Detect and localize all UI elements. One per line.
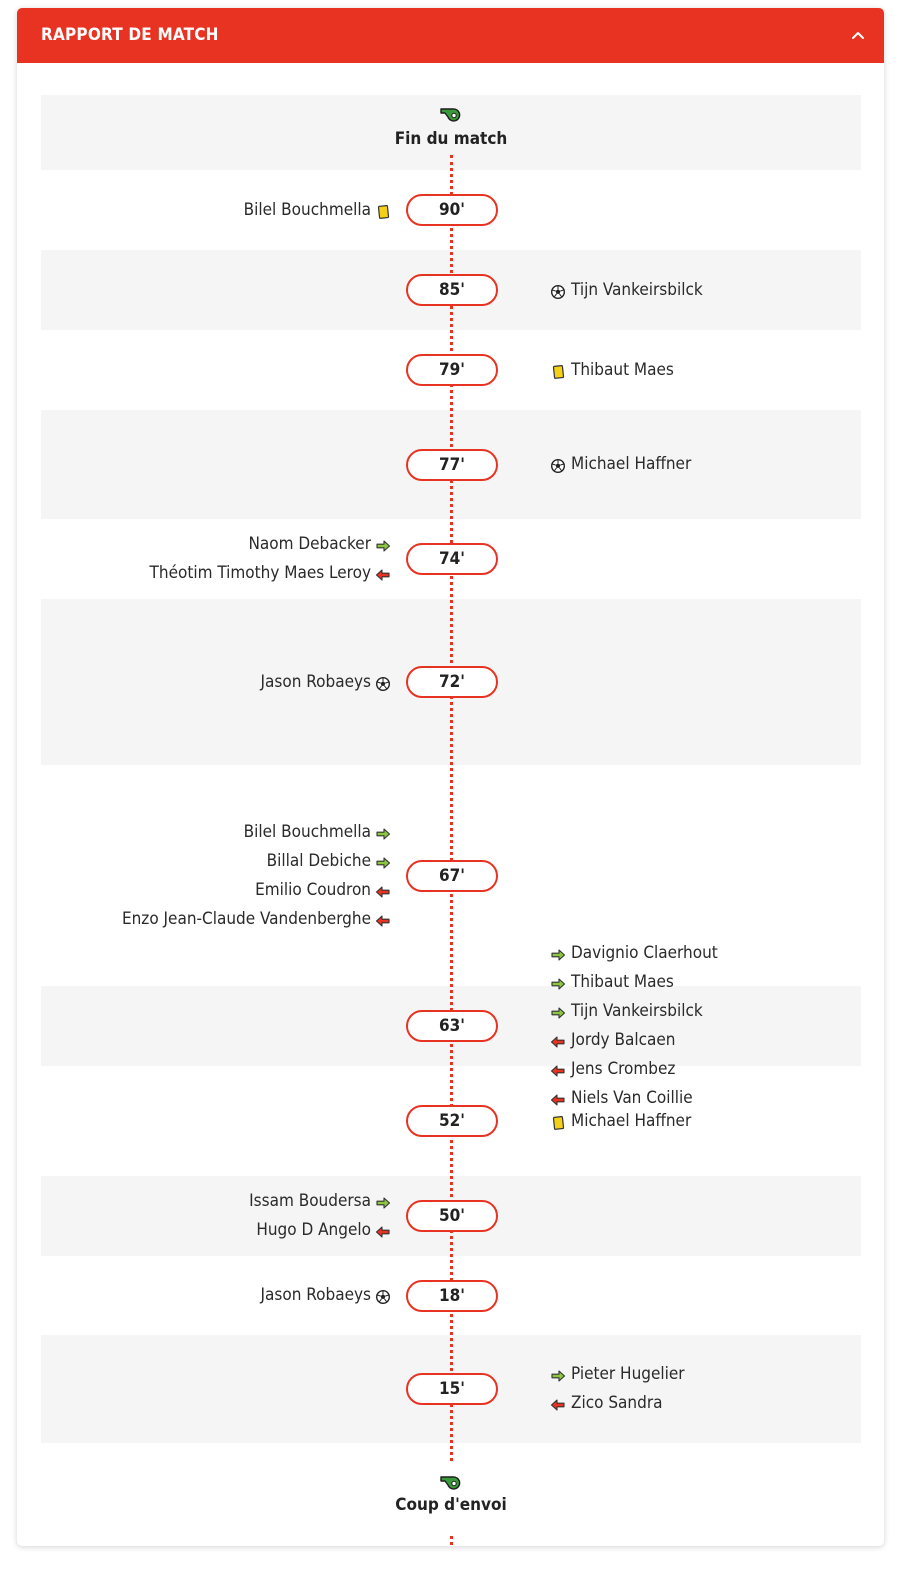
kickoff-label: Coup d'envoi: [395, 1495, 507, 1515]
player-event: [550, 939, 718, 968]
sub-in-arrow-icon: [550, 944, 566, 960]
away-team-events: [550, 1107, 691, 1136]
sub-in-arrow-icon: [375, 535, 391, 551]
home-team-events: [261, 1281, 391, 1310]
whistle-icon: [439, 105, 465, 123]
away-team-events: [550, 356, 674, 385]
match-report-card: [17, 8, 884, 1546]
player-event: [122, 876, 391, 905]
event-minute-badge: 18': [406, 1280, 498, 1312]
sub-out-arrow-icon: [375, 1221, 391, 1237]
player-name: Jason Robaeys: [260, 671, 371, 692]
goal-icon: [375, 1286, 391, 1302]
event-minute-badge: 52': [406, 1105, 498, 1137]
sub-out-arrow-icon: [375, 881, 391, 897]
player-name: Jordy Balcaen: [571, 1030, 676, 1050]
player-event: [150, 559, 391, 588]
player-name: Tijn Vankeirsbilck: [571, 1001, 703, 1021]
sub-in-arrow-icon: [550, 1002, 566, 1018]
player-name: Thibaut Maes: [571, 972, 674, 992]
player-name: Bilel Bouchmella: [243, 821, 371, 842]
player-event: [122, 905, 391, 934]
away-team-events: [550, 450, 691, 479]
away-team-events: [550, 276, 703, 305]
player-event: [261, 668, 391, 697]
player-name: Issam Boudersa: [249, 1191, 371, 1211]
player-name: Jason Robaeys: [260, 1285, 371, 1305]
home-team-events: [249, 1187, 391, 1245]
goal-icon: [550, 455, 566, 471]
player-name: Michael Haffner: [571, 454, 692, 474]
player-name: Pieter Hugelier: [571, 1364, 685, 1384]
sub-in-arrow-icon: [550, 973, 566, 989]
event-minute-badge: 85': [406, 274, 498, 306]
match-report-title: RAPPORT DE MATCH: [41, 25, 219, 45]
event-minute-badge: 63': [406, 1010, 498, 1042]
player-name: Davignio Claerhout: [571, 943, 718, 963]
event-minute-badge: 67': [406, 860, 498, 892]
player-name: Michael Haffner: [571, 1110, 692, 1131]
away-team-events: [550, 1360, 685, 1418]
player-name: Enzo Jean-Claude Vandenberghe: [121, 908, 371, 929]
home-team-events: [150, 530, 391, 588]
goal-icon: [375, 673, 391, 689]
player-event: [550, 997, 718, 1026]
player-name: Thibaut Maes: [571, 359, 674, 380]
yellow-card-icon: [375, 201, 391, 217]
sub-in-arrow-icon: [375, 852, 391, 868]
chevron-up-icon[interactable]: [846, 24, 870, 48]
player-name: Niels Van Coillie: [571, 1088, 693, 1108]
sub-out-arrow-icon: [375, 564, 391, 580]
player-event: [550, 276, 703, 305]
player-name: Jens Crombez: [571, 1059, 676, 1079]
yellow-card-icon: [550, 1112, 566, 1128]
player-event: [244, 196, 391, 225]
event-minute-badge: 72': [406, 666, 498, 698]
player-event: [550, 1026, 718, 1055]
event-minute-badge: 79': [406, 354, 498, 386]
goal-icon: [550, 281, 566, 297]
player-name: Emilio Coudron: [255, 879, 371, 900]
player-event: [249, 1216, 391, 1245]
sub-in-arrow-icon: [375, 823, 391, 839]
player-name: Billal Debiche: [266, 850, 371, 871]
match-end-label: Fin du match: [394, 129, 508, 149]
match-report-header[interactable]: [17, 8, 884, 63]
home-team-events: [261, 668, 391, 697]
player-name: Bilel Bouchmella: [243, 199, 371, 220]
player-event: [550, 450, 691, 479]
event-minute-badge: 15': [406, 1373, 498, 1405]
player-name: Naom Debacker: [248, 534, 371, 554]
player-event: [249, 1187, 391, 1216]
sub-out-arrow-icon: [375, 910, 391, 926]
whistle-icon: [439, 1473, 465, 1491]
event-minute-badge: 90': [406, 194, 498, 226]
player-event: [550, 1107, 691, 1136]
sub-in-arrow-icon: [550, 1365, 566, 1381]
player-name: Théotim Timothy Maes Leroy: [149, 563, 371, 583]
home-team-events: [244, 196, 391, 225]
player-name: Zico Sandra: [571, 1393, 663, 1413]
event-minute-badge: 50': [406, 1200, 498, 1232]
event-minute-badge: 77': [406, 449, 498, 481]
player-event: [550, 968, 718, 997]
sub-in-arrow-icon: [375, 1192, 391, 1208]
player-event: [122, 818, 391, 847]
yellow-card-icon: [550, 361, 566, 377]
player-event: [150, 530, 391, 559]
player-event: [550, 1360, 685, 1389]
sub-out-arrow-icon: [550, 1031, 566, 1047]
player-event: [550, 356, 674, 385]
event-minute-badge: 74': [406, 543, 498, 575]
player-event: [261, 1281, 391, 1310]
sub-out-arrow-icon: [550, 1394, 566, 1410]
player-event: [122, 847, 391, 876]
player-event: [550, 1389, 685, 1418]
player-name: Hugo D Angelo: [256, 1220, 371, 1240]
home-team-events: [122, 818, 391, 934]
player-name: Tijn Vankeirsbilck: [571, 279, 703, 300]
